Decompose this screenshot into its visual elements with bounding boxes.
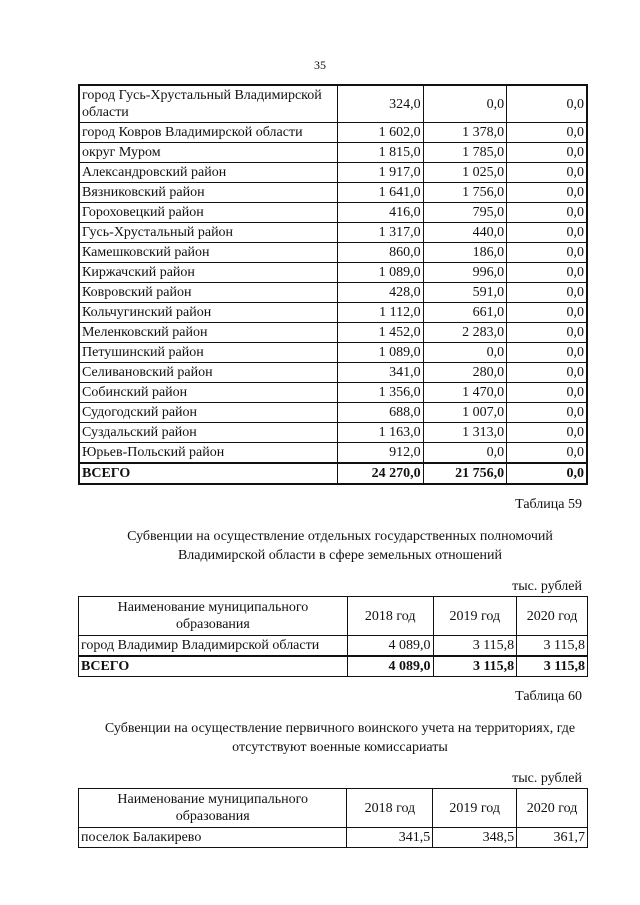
- page-number: 35: [314, 58, 326, 72]
- table-row: [79, 383, 587, 403]
- cell-2019: 1 313,0: [423, 423, 506, 443]
- cell-2020: 0,0: [507, 183, 587, 203]
- cell-2020: 0,0: [507, 263, 587, 283]
- table-59-title-line-2: Владимирской области в сфере земельных отношений: [177, 548, 503, 563]
- table-59-title: [60, 527, 620, 565]
- table-60-title-line-1: Субвенции на осуществление первичного воинского учета на территориях, где: [104, 721, 576, 736]
- column-header-2018: 2018 год: [347, 597, 433, 636]
- cell-name: Меленковский район: [79, 323, 338, 343]
- cell-2019: 0,0: [423, 343, 506, 363]
- table-59-caption: Таблица 59: [515, 497, 582, 512]
- total-cell-2019: 3 115,8: [433, 656, 517, 677]
- cell-2020: 0,0: [507, 363, 587, 383]
- cell-name: Собинский район: [79, 383, 338, 403]
- column-header-2019: 2019 год: [433, 789, 517, 828]
- table-row: [79, 828, 588, 848]
- cell-2018: 1 815,0: [338, 143, 423, 163]
- cell-name: город Ковров Владимирской области: [79, 123, 338, 143]
- table-row: [79, 163, 587, 183]
- cell-name: Гороховецкий район: [79, 203, 338, 223]
- column-header-name: Наименование муниципального образования: [79, 597, 348, 636]
- cell-2020: 0,0: [507, 283, 587, 303]
- table-row: [79, 223, 587, 243]
- table-60-title-line-2: отсутствуют военные комиссариаты: [232, 740, 448, 755]
- cell-2018: 428,0: [338, 283, 423, 303]
- cell-2020: 0,0: [507, 323, 587, 343]
- cell-name: округ Муром: [79, 143, 338, 163]
- cell-2019: 795,0: [423, 203, 506, 223]
- cell-2020: 0,0: [507, 203, 587, 223]
- cell-2018: 1 317,0: [338, 223, 423, 243]
- cell-2020: 0,0: [507, 443, 587, 464]
- cell-name: Селивановский район: [79, 363, 338, 383]
- cell-name: Юрьев-Польский район: [79, 443, 338, 464]
- column-header-2020: 2020 год: [517, 789, 588, 828]
- table-row: [79, 183, 587, 203]
- cell-2019: 661,0: [423, 303, 506, 323]
- cell-2019: 0,0: [423, 85, 506, 123]
- total-cell-name: ВСЕГО: [79, 656, 348, 677]
- cell-2018: 1 089,0: [338, 263, 423, 283]
- cell-2018: 1 112,0: [338, 303, 423, 323]
- cell-2020: 0,0: [507, 243, 587, 263]
- column-header-name: Наименование муниципального образования: [79, 789, 347, 828]
- cell-2020: 0,0: [507, 403, 587, 423]
- cell-2020: 0,0: [507, 143, 587, 163]
- cell-2019: 0,0: [423, 443, 506, 464]
- table-59-units: тыс. рублей: [512, 579, 582, 594]
- cell-2020: 0,0: [507, 383, 587, 403]
- table-row: [79, 423, 587, 443]
- cell-name: город Гусь-Хрустальный Владимирской области: [79, 85, 338, 123]
- cell-2019: 3 115,8: [433, 636, 517, 657]
- cell-2020: 0,0: [507, 123, 587, 143]
- table-row: [79, 343, 587, 363]
- cell-2019: 280,0: [423, 363, 506, 383]
- cell-name: Судогодский район: [79, 403, 338, 423]
- cell-2020: 3 115,8: [517, 636, 588, 657]
- total-row: [79, 463, 587, 484]
- table-row: [79, 363, 587, 383]
- cell-2018: 341,5: [347, 828, 433, 848]
- table-row: [79, 85, 587, 123]
- table-59-title-line-1: Субвенции на осуществление отдельных государственных полномочий: [127, 529, 553, 544]
- cell-2020: 0,0: [507, 343, 587, 363]
- cell-2019: 1 025,0: [423, 163, 506, 183]
- table-row: [79, 263, 587, 283]
- cell-name: Ковровский район: [79, 283, 338, 303]
- total-cell-2018: 24 270,0: [338, 463, 423, 484]
- cell-2018: 1 917,0: [338, 163, 423, 183]
- cell-2018: 1 089,0: [338, 343, 423, 363]
- table-row: [79, 283, 587, 303]
- cell-name: Киржачский район: [79, 263, 338, 283]
- cell-name: Александровский район: [79, 163, 338, 183]
- cell-2018: 1 602,0: [338, 123, 423, 143]
- cell-name: Камешковский район: [79, 243, 338, 263]
- table-60: [78, 788, 588, 848]
- cell-2019: 591,0: [423, 283, 506, 303]
- cell-2019: 348,5: [433, 828, 517, 848]
- cell-2018: 1 641,0: [338, 183, 423, 203]
- cell-name: Суздальский район: [79, 423, 338, 443]
- cell-2019: 1 756,0: [423, 183, 506, 203]
- table-row: [79, 443, 587, 464]
- table-row: [79, 123, 587, 143]
- total-cell-2019: 21 756,0: [423, 463, 506, 484]
- cell-name: Вязниковский район: [79, 183, 338, 203]
- cell-2019: 186,0: [423, 243, 506, 263]
- cell-name: поселок Балакирево: [79, 828, 347, 848]
- subventions-table-continued: [78, 84, 588, 485]
- table-row: [79, 203, 587, 223]
- cell-2018: 4 089,0: [347, 636, 433, 657]
- cell-2018: 1 163,0: [338, 423, 423, 443]
- total-cell-2020: 0,0: [507, 463, 587, 484]
- cell-2020: 0,0: [507, 303, 587, 323]
- table-header-row: [79, 597, 588, 636]
- cell-2019: 996,0: [423, 263, 506, 283]
- cell-2020: 0,0: [507, 223, 587, 243]
- cell-2019: 1 007,0: [423, 403, 506, 423]
- column-header-2020: 2020 год: [517, 597, 588, 636]
- total-cell-2020: 3 115,8: [517, 656, 588, 677]
- cell-2018: 341,0: [338, 363, 423, 383]
- cell-2018: 1 452,0: [338, 323, 423, 343]
- column-header-2018: 2018 год: [347, 789, 433, 828]
- cell-2019: 1 785,0: [423, 143, 506, 163]
- cell-2018: 912,0: [338, 443, 423, 464]
- cell-2020: 0,0: [507, 85, 587, 123]
- cell-2018: 1 356,0: [338, 383, 423, 403]
- table-60-title: [60, 719, 620, 757]
- table-59: [78, 596, 588, 677]
- column-header-2019: 2019 год: [433, 597, 517, 636]
- cell-2018: 324,0: [338, 85, 423, 123]
- cell-name: город Владимир Владимирской области: [79, 636, 348, 657]
- cell-name: Кольчугинский район: [79, 303, 338, 323]
- total-row: [79, 656, 588, 677]
- total-cell-name: ВСЕГО: [79, 463, 338, 484]
- cell-2018: 860,0: [338, 243, 423, 263]
- table-row: [79, 323, 587, 343]
- table-row: [79, 303, 587, 323]
- cell-2019: 1 470,0: [423, 383, 506, 403]
- cell-name: Гусь-Хрустальный район: [79, 223, 338, 243]
- table-row: [79, 403, 587, 423]
- cell-2020: 361,7: [517, 828, 588, 848]
- table-row: [79, 143, 587, 163]
- table-row: [79, 636, 588, 657]
- cell-name: Петушинский район: [79, 343, 338, 363]
- table-row: [79, 243, 587, 263]
- cell-2018: 416,0: [338, 203, 423, 223]
- table-header-row: [79, 789, 588, 828]
- cell-2020: 0,0: [507, 163, 587, 183]
- cell-2018: 688,0: [338, 403, 423, 423]
- cell-2019: 1 378,0: [423, 123, 506, 143]
- cell-2019: 440,0: [423, 223, 506, 243]
- table-60-caption: Таблица 60: [515, 689, 582, 704]
- total-cell-2018: 4 089,0: [347, 656, 433, 677]
- cell-2019: 2 283,0: [423, 323, 506, 343]
- cell-2020: 0,0: [507, 423, 587, 443]
- table-60-units: тыс. рублей: [512, 771, 582, 786]
